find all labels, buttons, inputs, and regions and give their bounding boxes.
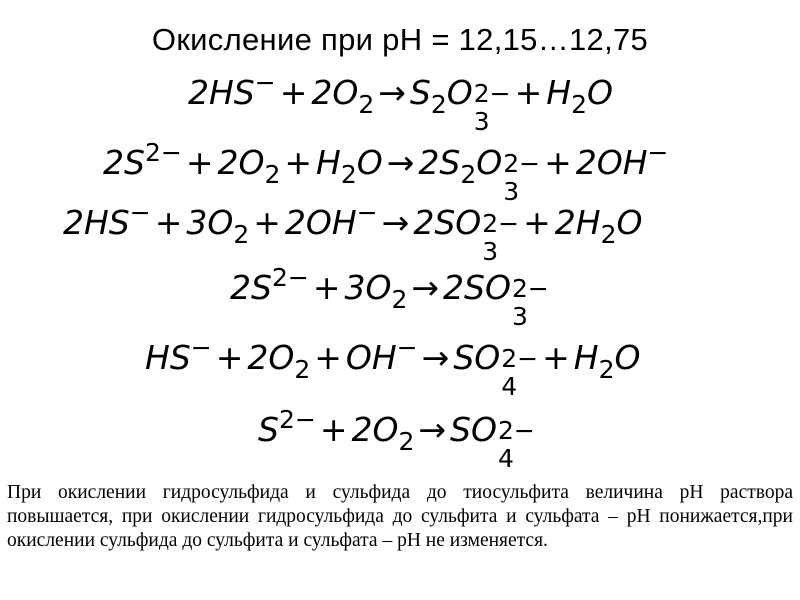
equation-6: $S^{2-} + 2O_2$ → SO 2− 4 bbox=[258, 405, 535, 473]
explanation-paragraph: При окислении гидросульфида и сульфида до тиосульфита величина pH раствора повышается, при окислении гидросульфида до сульфита и сульфата – pH понижается,при окислении сульфида до сульфита и сульфата – pH не изменяется. bbox=[7, 482, 793, 551]
equation-5: $HS^- + 2O_2 + OH^-$ → SO 2− 4 + $H_2O$ bbox=[145, 333, 641, 401]
equation-4: $2S^{2-} + 3O_2 \to 2SO$ 2− 3 bbox=[230, 263, 549, 331]
equation-2: $2S^{2-} + 2O_2 + H_2O \to 2S_2O$ 2− 3 + 2OH− bbox=[103, 138, 669, 206]
equation-3: $2HS^- + 3O_2 + 2OH^- \to 2SO$ 2− 3 + $2H_2O$ bbox=[63, 198, 643, 266]
equation-1: $2HS^- + 2O_2 \to S_2O$ 2− 3 + $H_2O$ bbox=[188, 68, 613, 136]
slide-title: Окисление при pH = 12,15…12,75 bbox=[151, 22, 649, 57]
